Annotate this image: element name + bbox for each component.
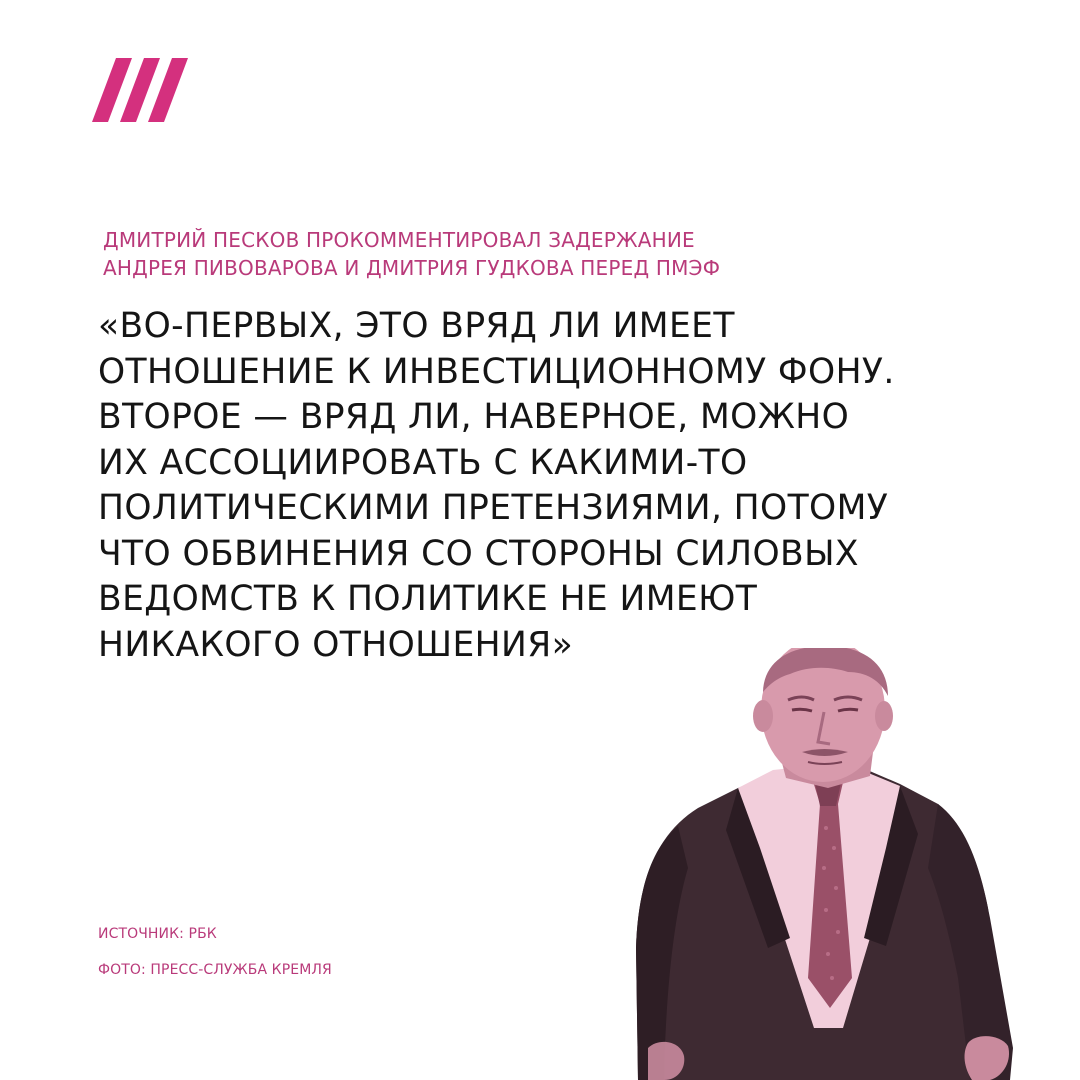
quote-line: ВЕДОМСТВ К ПОЛИТИКЕ НЕ ИМЕЮТ	[98, 579, 758, 619]
quote-line: ЧТО ОБВИНЕНИЯ СО СТОРОНЫ СИЛОВЫХ	[98, 533, 859, 574]
quote-line: НИКАКОГО ОТНОШЕНИЯ»	[98, 624, 574, 665]
source-credit: ИСТОЧНИК: РБК	[98, 926, 217, 942]
credits	[98, 925, 332, 997]
headline	[103, 226, 1003, 282]
quote-line: ВТОРОЕ — ВРЯД ЛИ, НАВЕРНОЕ, МОЖНО	[98, 397, 850, 437]
headline-line: АНДРЕЯ ПИВОВАРОВА И ДМИТРИЯ ГУДКОВА ПЕРЕД ПМЭФ	[103, 256, 721, 280]
quote-line: ОТНОШЕНИЕ К ИНВЕСТИЦИОННОМУ ФОНУ.	[98, 351, 895, 392]
quote-line: «ВО-ПЕРВЫХ, ЭТО ВРЯД ЛИ ИМЕЕТ	[98, 306, 735, 346]
photo-credit: ФОТО: ПРЕСС-СЛУЖБА КРЕМЛЯ	[98, 962, 332, 978]
quote-line: ИХ АССОЦИИРОВАТЬ С КАКИМИ-ТО	[98, 442, 748, 483]
tvrain-logo-icon	[92, 58, 188, 122]
quote-line: ПОЛИТИЧЕСКИМИ ПРЕТЕНЗИЯМИ, ПОТОМУ	[98, 488, 889, 528]
headline-line: ДМИТРИЙ ПЕСКОВ ПРОКОММЕНТИРОВАЛ ЗАДЕРЖАНИЕ	[103, 228, 695, 252]
quote-text	[98, 304, 1018, 668]
person-portrait-icon	[618, 648, 1048, 1080]
